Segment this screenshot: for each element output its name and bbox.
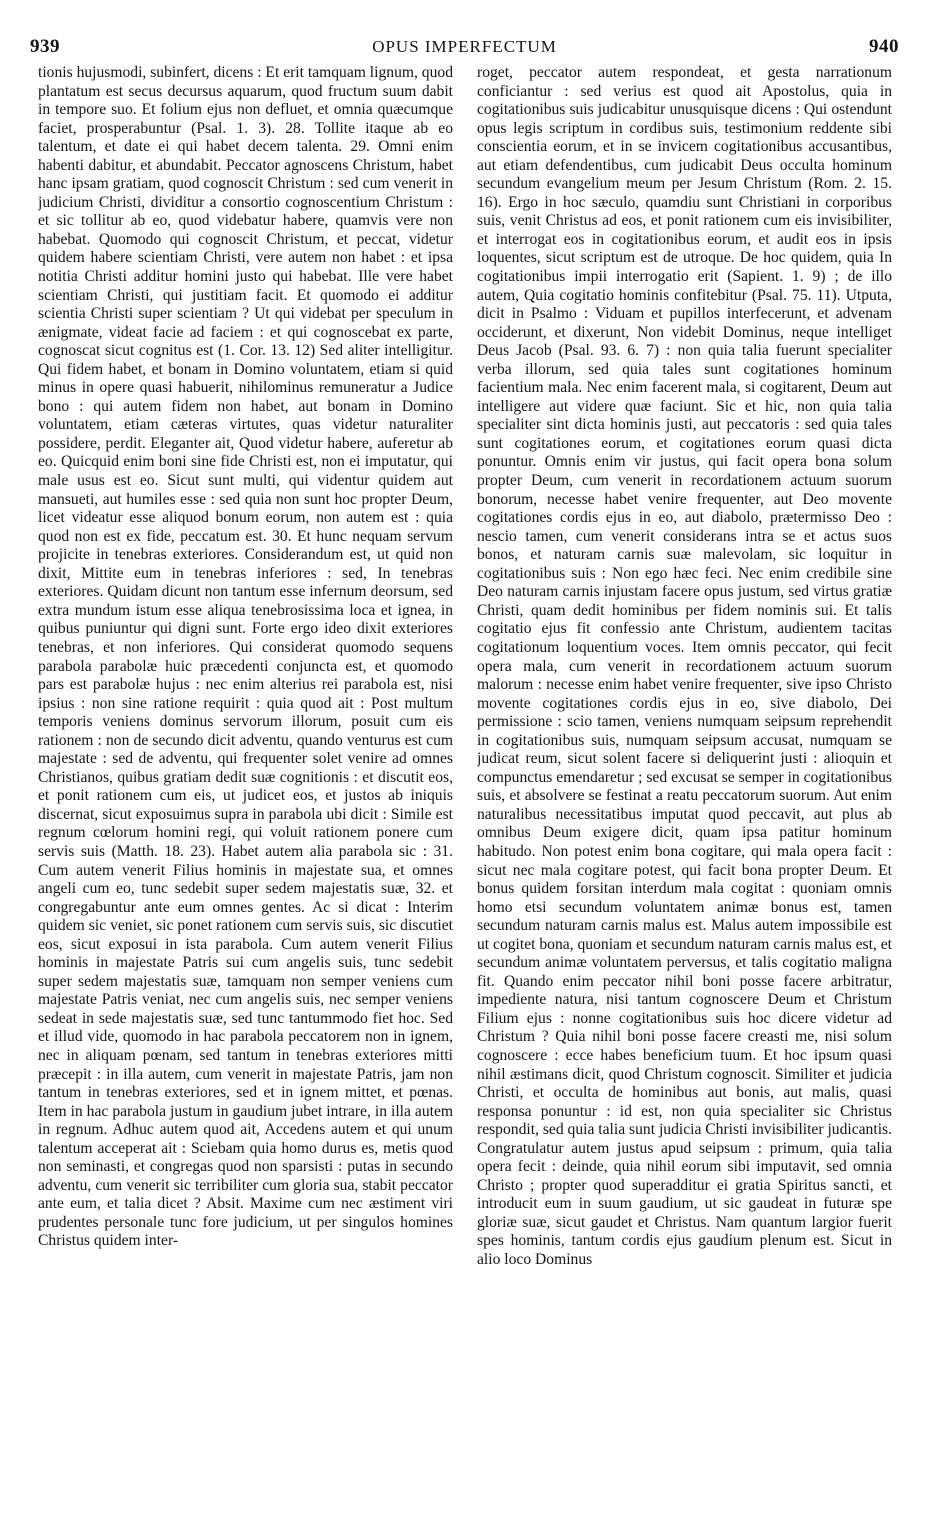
right-page-number: 940 [869,36,899,57]
left-column-text: tionis hujusmodi, subinfert, dicens : Et erit tamquam lignum, quod plantatum est secus decursus aquarum, quod fructum suum dabit in tempore suo. Et folium ejus non defluet, et omnia quæcumque faciet, prosperabuntur (Psal. 1. 3). 28. Tollite itaque ab eo talentum, et date ei qui habet decem talenta. 29. Omni enim habenti dabitur, et abundabit. Peccator agnoscens Christum, habet hanc ipsam gratiam, quod cognoscit Christum : sed cum venerit in judicium Christi, dividitur a consortio cognoscentium Christum : et sic tollitur ab eo, quod videbatur habere, quamvis vere non habebat. Quomodo qui cognoscit Christum, et peccat, videtur quidem habere scientiam Christi, vere autem non habet : et ipsa notitia Christi additur homini justo qui habebat. Ille vere habet scientiam Christi, qui justitiam facit. Et quomodo ei additur scientia Christi super scientiam ? Ut qui videbat per speculum in ænigmate, videat facie ad faciem : et qui cognoscebat ex parte, cognoscat sicut cognitus est (1. Cor. 13. 12) Sed aliter intelligitur. Qui fidem habet, et bonam in Domino voluntatem, etiam si quid minus in opere quasi habuerit, nihilominus remuneratur a Judice bono : qui autem fidem non habet, aut bonam in Domino voluntatem, etiam cæteras virtutes, quas videtur naturaliter possidere, perdit. Eleganter ait, Quod videtur habere, auferetur ab eo. Quicquid enim boni sine fide Christi est, non ei imputatur, qui male usus est eo. Sicut sunt multi, qui videntur quidem aut mansueti, aut humiles esse : sed quia non sunt hoc propter Deum, licet videatur esse aliquod bonum eorum, non autem est : quia quod non est ex fide, peccatum est. 30. Et hunc nequam servum projicite in tenebras exteriores. Considerandum est, ut quid non dixit, Mittite eum in tenebras inferiores : sed, In tenebras exteriores. Quidam dicunt non tantum esse infernum deorsum, sed extra mundum istum esse aliqua tenebrosissima loca et ignea, in quibus puniuntur qui digni sunt. Forte ergo ideo dixit exteriores tenebras, et non inferiores. Qui considerat quomodo sequens parabola parabolæ huic præcedenti conjuncta est, et quomodo pars est parabolæ hujus : nec enim alterius rei parabola est, nisi ipsius : non sine ratione requirit : quia quod ait : Post multum temporis veniens dominus servorum illorum, posuit cum eis rationem : non de secundo dicit adventu, quando venturus est cum majestate : sed de adventu, qui frequenter solet venire ad omnes Christianos, quibus gratiam dedit suæ cognitionis : et discutit eos, et ponit rationem cum eis, ut judicet eos, et justos ab iniquis discernat, sicut exposuimus supra in parabola ubi dicit : Simile est regnum cœlorum homini regi, qui voluit rationem ponere cum servis suis (Matth. 18. 23). Habet autem alia parabola sic : 31. Cum autem venerit Filius hominis in majestate sua, et omnes angeli cum eo, tunc sedebit super sedem majestatis suæ, 32. et congregabuntur ante eum omnes gentes. Ac si dicat : Interim quidem sic veniet, sic ponet rationem cum servis suis, sic discutiet eos, sicut exposui in ista parabola. Cum autem venerit Filius hominis in majestate Patris sui cum angelis suis, tunc sedebit super sedem majestatis suæ, tamquam non semper veniens cum majestate Patris veniat, nec cum angelis suis, nec semper veniens sedeat in sede majestatis suæ, sed tunc tantummodo fiet hoc. Sed et illud vide, quomodo in hac parabola peccatorem non in ignem, nec in aliquam pœnam, sed tantum in tenebras exteriores mitti præcepit : in illa autem, cum venerit in majestate Patris, jam non tantum in tenebras exteriores, sed et in ignem mittet, et pœnas. Item in hac parabola justum in gaudium jubet intrare, in illa autem in regnum. Adhuc autem quod ait, Accedens autem et qui unum talentum acceperat ait : Sciebam quia homo durus es, metis quod non seminasti, et congregas quod non sparsisti : putas in secundo adventu, cum venerit sic terribiliter cum gloria sua, stabit peccator ante eum, et talia dicet ? Absit. Maxime cum nec æstiment viri prudentes personale tunc fore judicium, ut per singulos homines Christus quidem inter- [38,64,453,1250]
right-text-column [477,64,892,1534]
running-title: OPUS IMPERFECTUM [372,37,557,56]
right-column-text: roget, peccator autem respondeat, et gesta narrationum conficiantur : sed verius est quod ait Apostolus, quia in cogitationibus suis judicabitur unusquisque dicens : Qui ostendunt opus legis scriptum in cordibus suis, testimonium reddente sibi conscientia eorum, et in se invicem cogitationibus accusantibus, aut etiam defendentibus, cum judicabit Deus occulta hominum secundum evangelium meum per Jesum Christum (Rom. 2. 15. 16). Ergo in hoc sæculo, quamdiu sunt Christiani in corporibus suis, venit Christus ad eos, et ponit rationem cum eis invisibiliter, et interrogat eos in cogitationibus eorum, et audit eos in ipsis loquentes, sicut scriptum est de utroque. De hoc quidem, quia In cogitationibus impii interrogatio erit (Sapient. 1. 9) ; de illo autem, Quia cogitatio hominis confitebitur (Psal. 75. 11). Utputa, dicit in Psalmo : Viduam et pupillos interfecerunt, et advenam occiderunt, et dixerunt, Non videbit Dominus, neque intelliget Deus Jacob (Psal. 93. 6. 7) : non quia talia fuerunt specialiter verba illorum, sed quia tales sunt cogitationes hominum facientium mala. Nec enim facerent mala, si cogitarent, Deum aut intelligere aut videre quæ faciunt. Sic et hic, non quia talia specialiter sint dicta hominis justi, aut peccatoris : sed quia tales sunt cogitationes eorum, et cogitationes eorum quasi dicta ponuntur. Omnis enim vir justus, qui facit opera bona solum propter Deum, cum venerit in recordationem actuum suorum bonorum, necesse habet venire frequenter, aut Deo movente cogitationes cordis ejus in eo, aut diabolo, prætermisso Deo : nescio tamen, cum venerit considerans intra se et actus suos bonos, et naturam carnis suæ malevolam, sic loquitur in cogitationibus suis : Non ego hæc feci. Nec enim credibile sine Deo naturam carnis injustam facere opus justum, sed virtus gratiæ Christi, quam dedit hominibus per fidem nominis sui. Et talis cogitatio ejus fit confessio ante Christum, audientem tacitas cogitationum loquentium voces. Item omnis peccator, qui fecit opera mala, cum venerit in recordationem actuum suorum malorum : necesse enim habet venire frequenter, sive ipso Christo movente cogitationes cordis ejus in eo, sive diabolo, Dei permissione : scio tamen, veniens numquam seipsum reprehendit in cogitationibus suis, numquam seipsum accusat, numquam se judicat reum, sicut solent facere si deliquerint justi : alioquin et compunctus emendaretur ; sed excusat se semper in cogitationibus suis, et absolvere se festinat a reatu peccatorum suorum. Aut enim naturalibus necessitatibus imputat quod peccavit, aut plus ab omnibus Deum exigere dicit, quam ipsa patitur hominum habitudo. Non potest enim bona cogitare, qui mala opera facit : sicut nec mala cogitare potest, qui facit bona propter Deum. Et bonus quidem forsitan interdum mala cogitat : quoniam omnis homo etsi secundum voluntatem animæ bonus est, tamen secundum naturam carnis malus est. Malus autem impossibile est ut cogitet bona, quoniam et secundum naturam carnis malus est, et secundum animæ voluntatem perversus, et talis cogitatio maligna fit. Quando enim peccator nihil boni posse facere arbitratur, impediente natura, nisi tantum cognoscere Deum et Christum Filium ejus : nonne cogitationibus suis hoc dicere videtur ad Christum ? Quia nihil boni posse facere creasti me, nisi solum cognoscere : ecce habes beneficium tuum. Et hoc ipsum quasi nihil æstimans dicit, quod Christum cognoscit. Similiter et judicia Christi, et occulta de hominibus aut bonis, aut malis, quasi responsa ponuntur : id est, non quia specialiter sic Christus respondit, sed quia talia sunt judicia Christi invisibiliter judicantis. Congratulatur autem justus apud seipsum : primum, quia talia opera fecit : deinde, quia nihil eorum sibi imputavit, sed omnia Christo ; propter quod superadditur ei gratia Spiritus sancti, et introducit eum in suum gaudium, ut sic gaudeat in futuræ spe gloriæ suæ, sicut gaudet et Christus. Nam quantum largior fuerit spes hominis, tantum cordis ejus gaudium plenum est. Sicut in alio loco Dominus [477,64,892,1268]
left-page-number: 939 [30,36,60,57]
page-header [30,36,899,60]
left-text-column [38,64,453,1534]
